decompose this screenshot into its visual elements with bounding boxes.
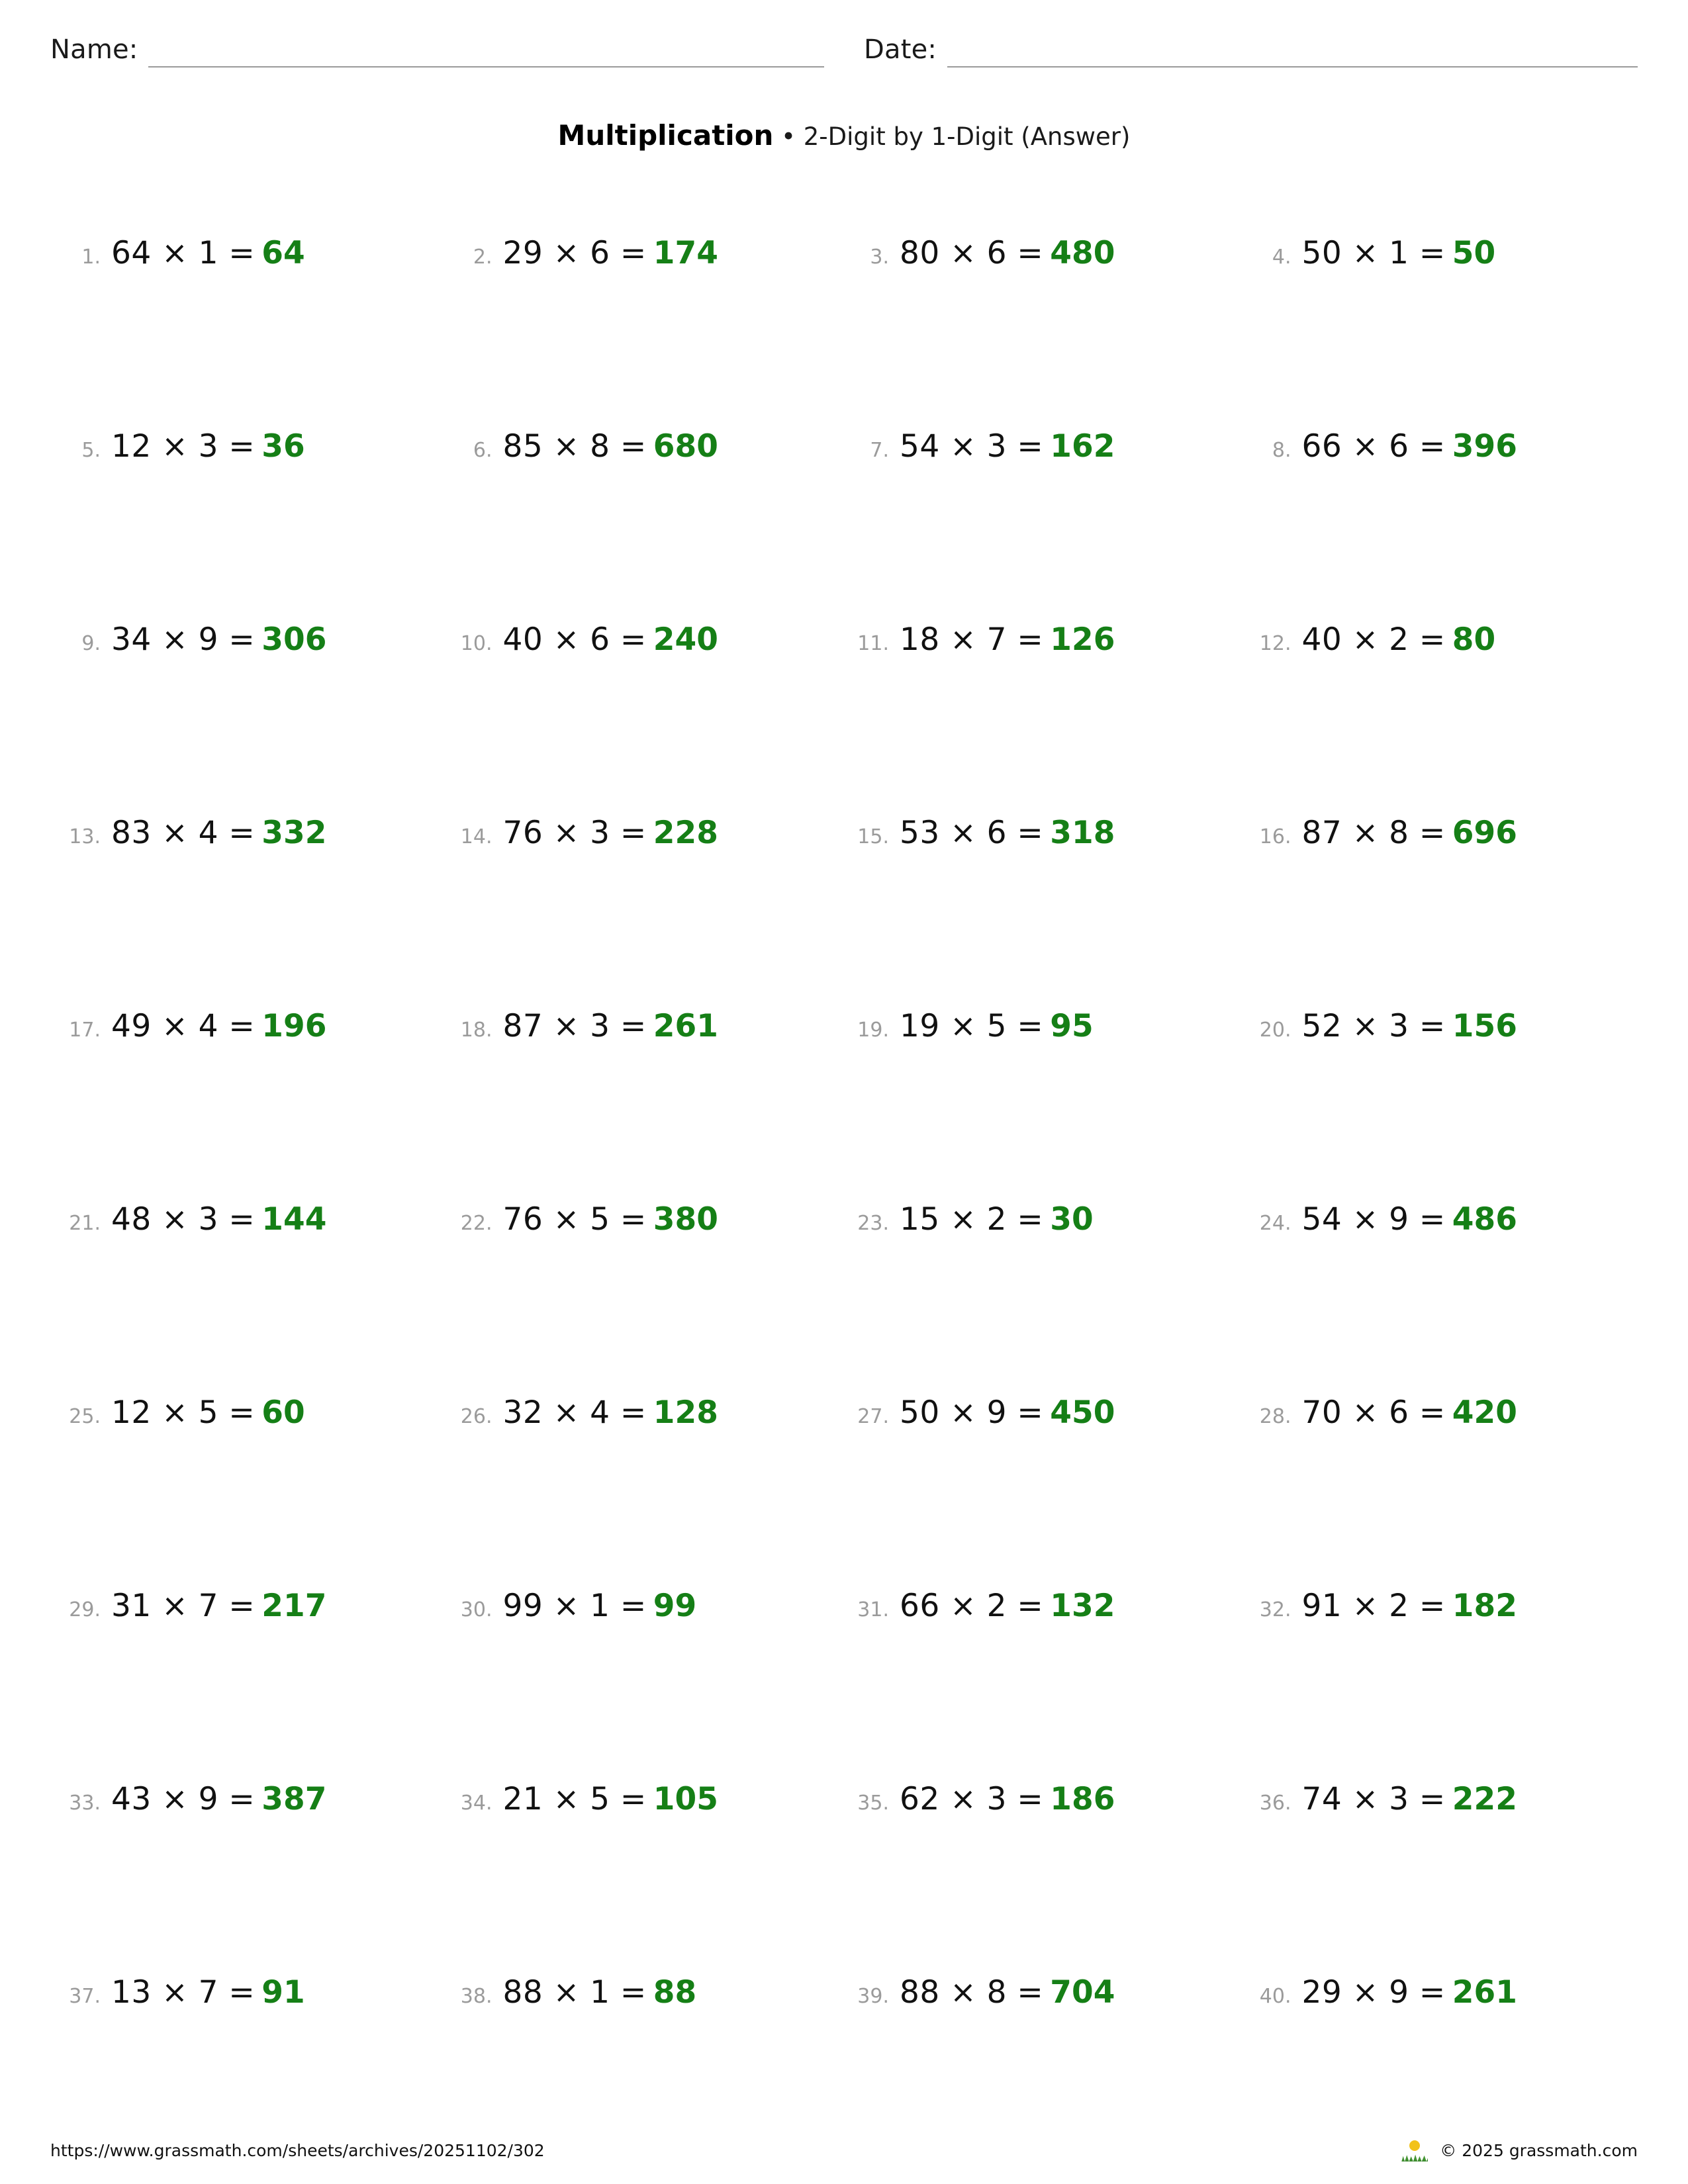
problem-item <box>844 1965 1241 2158</box>
problem-number: 15. <box>857 825 889 848</box>
problem-item <box>50 612 447 805</box>
problem-item <box>1241 1772 1638 1965</box>
problem-answer: 174 <box>653 235 718 271</box>
problem-number: 28. <box>1259 1405 1291 1428</box>
problem-answer: 261 <box>1452 1974 1517 2011</box>
problem-number: 4. <box>1272 246 1291 269</box>
date-write-line[interactable] <box>947 41 1638 68</box>
problem-answer: 80 <box>1452 621 1496 658</box>
problem-number: 30. <box>460 1598 492 1621</box>
page-footer <box>50 2139 1638 2161</box>
problem-item <box>1241 805 1638 999</box>
footer-branding <box>1400 2139 1638 2161</box>
sun-grass-icon <box>1400 2139 1429 2161</box>
problem-number: 6. <box>473 439 492 462</box>
problem-expression: 43 × 9 = <box>111 1781 256 1817</box>
problem-expression: 66 × 2 = <box>900 1588 1044 1624</box>
problem-answer: 182 <box>1452 1588 1517 1624</box>
problem-number: 23. <box>857 1212 889 1235</box>
problem-expression: 19 × 5 = <box>900 1008 1044 1044</box>
problem-expression: 91 × 2 = <box>1301 1588 1446 1624</box>
problem-answer: 380 <box>653 1201 718 1238</box>
problem-number: 9. <box>81 632 101 655</box>
problem-number: 8. <box>1272 439 1291 462</box>
problem-item <box>50 1578 447 1772</box>
problem-item <box>844 612 1241 805</box>
problem-answer: 132 <box>1050 1588 1115 1624</box>
problem-item <box>50 226 447 419</box>
problem-expression: 87 × 8 = <box>1301 815 1446 851</box>
problem-expression: 52 × 3 = <box>1301 1008 1446 1044</box>
problem-expression: 48 × 3 = <box>111 1201 256 1238</box>
problem-item <box>50 1385 447 1578</box>
problem-expression: 29 × 9 = <box>1301 1974 1446 2011</box>
problem-number: 10. <box>460 632 492 655</box>
problem-number: 36. <box>1259 1792 1291 1815</box>
problem-number: 24. <box>1259 1212 1291 1235</box>
problem-expression: 74 × 3 = <box>1301 1781 1446 1817</box>
problem-item <box>447 419 845 612</box>
problem-expression: 54 × 9 = <box>1301 1201 1446 1238</box>
problem-item <box>447 1965 845 2158</box>
problem-expression: 80 × 6 = <box>900 235 1044 271</box>
problem-expression: 32 × 4 = <box>502 1394 647 1431</box>
problem-answer: 217 <box>261 1588 327 1624</box>
problem-number: 7. <box>870 439 889 462</box>
problem-item <box>50 805 447 999</box>
problem-number: 25. <box>69 1405 101 1428</box>
problem-number: 40. <box>1259 1985 1291 2008</box>
problem-item <box>844 1192 1241 1385</box>
problem-answer: 91 <box>261 1974 305 2011</box>
source-url: https://www.grassmath.com/sheets/archives/20251102/302 <box>50 2140 545 2160</box>
problem-expression: 29 × 6 = <box>502 235 647 271</box>
problem-item <box>1241 999 1638 1192</box>
page-title <box>50 119 1638 152</box>
problem-item <box>844 419 1241 612</box>
problem-item <box>1241 419 1638 612</box>
problem-number: 18. <box>460 1019 492 1042</box>
problem-answer: 261 <box>653 1008 718 1044</box>
problem-expression: 53 × 6 = <box>900 815 1044 851</box>
problem-item <box>50 1965 447 2158</box>
problem-number: 37. <box>69 1985 101 2008</box>
problem-answer: 480 <box>1050 235 1115 271</box>
problem-number: 21. <box>69 1212 101 1235</box>
problem-number: 27. <box>857 1405 889 1428</box>
problem-expression: 40 × 2 = <box>1301 621 1446 658</box>
problem-expression: 40 × 6 = <box>502 621 647 658</box>
problem-item <box>1241 1965 1638 2158</box>
problem-number: 38. <box>460 1985 492 2008</box>
problem-number: 32. <box>1259 1598 1291 1621</box>
problem-expression: 34 × 9 = <box>111 621 256 658</box>
problem-item <box>447 1578 845 1772</box>
problem-expression: 15 × 2 = <box>900 1201 1044 1238</box>
problem-item <box>1241 1192 1638 1385</box>
problem-item <box>844 1772 1241 1965</box>
problem-expression: 87 × 3 = <box>502 1008 647 1044</box>
problem-answer: 196 <box>261 1008 327 1044</box>
problem-answer: 60 <box>261 1394 305 1431</box>
problem-answer: 396 <box>1452 428 1517 465</box>
problem-expression: 76 × 3 = <box>502 815 647 851</box>
problem-item <box>1241 226 1638 419</box>
problem-expression: 99 × 1 = <box>502 1588 647 1624</box>
problem-item <box>50 419 447 612</box>
problem-expression: 85 × 8 = <box>502 428 647 465</box>
problem-expression: 88 × 1 = <box>502 1974 647 2011</box>
problem-answer: 318 <box>1050 815 1115 851</box>
problem-answer: 306 <box>261 621 327 658</box>
problem-answer: 95 <box>1050 1008 1094 1044</box>
name-write-line[interactable] <box>148 41 824 68</box>
problem-answer: 99 <box>653 1588 697 1624</box>
problem-answer: 162 <box>1050 428 1115 465</box>
problem-number: 16. <box>1259 825 1291 848</box>
problem-expression: 70 × 6 = <box>1301 1394 1446 1431</box>
problem-number: 29. <box>69 1598 101 1621</box>
problem-answer: 450 <box>1050 1394 1115 1431</box>
problem-answer: 228 <box>653 815 718 851</box>
problem-expression: 83 × 4 = <box>111 815 256 851</box>
problem-item <box>50 1772 447 1965</box>
problem-item <box>447 999 845 1192</box>
problem-item <box>844 1578 1241 1772</box>
problem-number: 35. <box>857 1792 889 1815</box>
problem-expression: 62 × 3 = <box>900 1781 1044 1817</box>
problem-answer: 696 <box>1452 815 1517 851</box>
problem-expression: 18 × 7 = <box>900 621 1044 658</box>
problem-item <box>844 999 1241 1192</box>
problem-expression: 12 × 5 = <box>111 1394 256 1431</box>
name-field[interactable] <box>50 34 824 68</box>
problem-expression: 12 × 3 = <box>111 428 256 465</box>
problem-item <box>447 226 845 419</box>
problem-expression: 13 × 7 = <box>111 1974 256 2011</box>
date-field[interactable] <box>864 34 1638 68</box>
title-main: Multiplication <box>557 119 774 152</box>
problem-answer: 126 <box>1050 621 1115 658</box>
problem-item <box>844 805 1241 999</box>
problem-number: 39. <box>857 1985 889 2008</box>
problem-number: 13. <box>69 825 101 848</box>
problem-expression: 21 × 5 = <box>502 1781 647 1817</box>
problem-expression: 31 × 7 = <box>111 1588 256 1624</box>
problem-expression: 76 × 5 = <box>502 1201 647 1238</box>
problem-number: 19. <box>857 1019 889 1042</box>
problem-answer: 156 <box>1452 1008 1517 1044</box>
problem-item <box>447 1192 845 1385</box>
problem-item <box>844 1385 1241 1578</box>
problem-answer: 420 <box>1452 1394 1517 1431</box>
problems-grid <box>50 226 1638 2158</box>
problem-expression: 50 × 9 = <box>900 1394 1044 1431</box>
problem-number: 5. <box>81 439 101 462</box>
problem-item <box>1241 1385 1638 1578</box>
problem-expression: 50 × 1 = <box>1301 235 1446 271</box>
problem-number: 12. <box>1259 632 1291 655</box>
problem-number: 14. <box>460 825 492 848</box>
problem-number: 3. <box>870 246 889 269</box>
problem-expression: 64 × 1 = <box>111 235 256 271</box>
problem-item <box>447 1772 845 1965</box>
problem-item <box>1241 612 1638 805</box>
problem-number: 31. <box>857 1598 889 1621</box>
problem-number: 17. <box>69 1019 101 1042</box>
problem-answer: 105 <box>653 1781 718 1817</box>
problem-answer: 704 <box>1050 1974 1115 2011</box>
problem-answer: 240 <box>653 621 718 658</box>
problem-answer: 64 <box>261 235 305 271</box>
title-subtitle: • 2-Digit by 1-Digit (Answer) <box>773 122 1131 151</box>
problem-item <box>447 612 845 805</box>
problem-expression: 49 × 4 = <box>111 1008 256 1044</box>
problem-item <box>844 226 1241 419</box>
problem-item <box>447 1385 845 1578</box>
problem-item <box>50 1192 447 1385</box>
problem-number: 34. <box>460 1792 492 1815</box>
problem-expression: 88 × 8 = <box>900 1974 1044 2011</box>
problem-answer: 30 <box>1050 1201 1094 1238</box>
problem-expression: 54 × 3 = <box>900 428 1044 465</box>
problem-answer: 186 <box>1050 1781 1115 1817</box>
problem-item <box>1241 1578 1638 1772</box>
problem-number: 2. <box>473 246 492 269</box>
problem-number: 11. <box>857 632 889 655</box>
problem-number: 22. <box>460 1212 492 1235</box>
problem-number: 26. <box>460 1405 492 1428</box>
problem-answer: 88 <box>653 1974 697 2011</box>
problem-expression: 66 × 6 = <box>1301 428 1446 465</box>
worksheet-header <box>50 34 1638 68</box>
problem-answer: 222 <box>1452 1781 1517 1817</box>
problem-answer: 144 <box>261 1201 327 1238</box>
problem-number: 20. <box>1259 1019 1291 1042</box>
problem-number: 1. <box>81 246 101 269</box>
problem-answer: 50 <box>1452 235 1496 271</box>
problem-item <box>447 805 845 999</box>
problem-answer: 486 <box>1452 1201 1517 1238</box>
problem-answer: 332 <box>261 815 327 851</box>
problem-answer: 36 <box>261 428 305 465</box>
problem-answer: 128 <box>653 1394 718 1431</box>
copyright-text: © 2025 grassmath.com <box>1440 2140 1638 2160</box>
problem-number: 33. <box>69 1792 101 1815</box>
name-label: Name: <box>50 34 138 65</box>
problem-answer: 680 <box>653 428 718 465</box>
problem-answer: 387 <box>261 1781 327 1817</box>
date-label: Date: <box>864 34 937 65</box>
problem-item <box>50 999 447 1192</box>
